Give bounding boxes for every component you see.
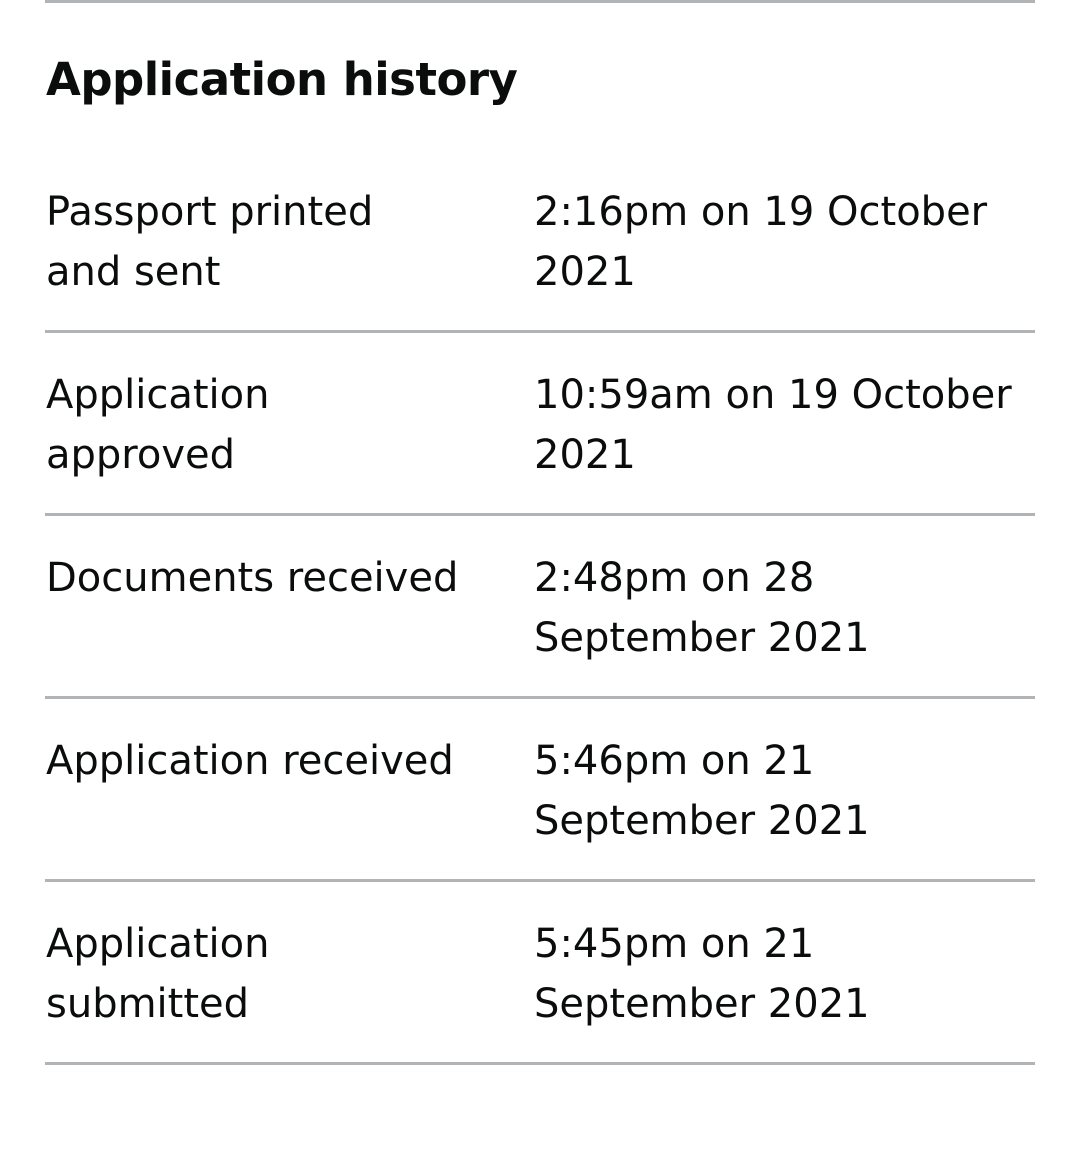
history-row (45, 333, 1035, 516)
history-time-line: 10:59am on 19 October (534, 372, 1012, 418)
history-time (534, 182, 1034, 302)
history-event (46, 914, 486, 1034)
history-event-line: submitted (46, 981, 250, 1027)
history-time-line: 5:45pm on 21 (534, 921, 815, 967)
history-event-line: and sent (46, 249, 221, 295)
history-time-line: 2:16pm on 19 October (534, 189, 988, 235)
history-event-line: Documents received (46, 555, 459, 601)
history-event (46, 182, 486, 302)
history-event-line: Application (46, 921, 270, 967)
top-divider (45, 0, 1035, 3)
section-heading: Application history (46, 53, 518, 106)
history-time-line: 5:46pm on 21 (534, 738, 815, 784)
history-event-line: Application received (46, 738, 454, 784)
application-history-list (45, 150, 1035, 1065)
history-row (45, 516, 1035, 699)
history-event-line: Application (46, 372, 270, 418)
history-event (46, 731, 486, 791)
history-time-line: 2021 (534, 249, 636, 295)
history-time-line: September 2021 (534, 615, 870, 661)
history-event (46, 365, 486, 485)
history-event (46, 548, 486, 608)
history-time (534, 914, 1034, 1034)
history-event-line: Passport printed (46, 189, 374, 235)
history-row (45, 882, 1035, 1065)
history-row (45, 150, 1035, 333)
history-time-line: September 2021 (534, 981, 870, 1027)
history-row (45, 699, 1035, 882)
history-time (534, 365, 1034, 485)
history-time-line: 2021 (534, 432, 636, 478)
history-event-line: approved (46, 432, 236, 478)
history-time (534, 548, 1034, 668)
history-time (534, 731, 1034, 851)
history-time-line: September 2021 (534, 798, 870, 844)
history-time-line: 2:48pm on 28 (534, 555, 815, 601)
